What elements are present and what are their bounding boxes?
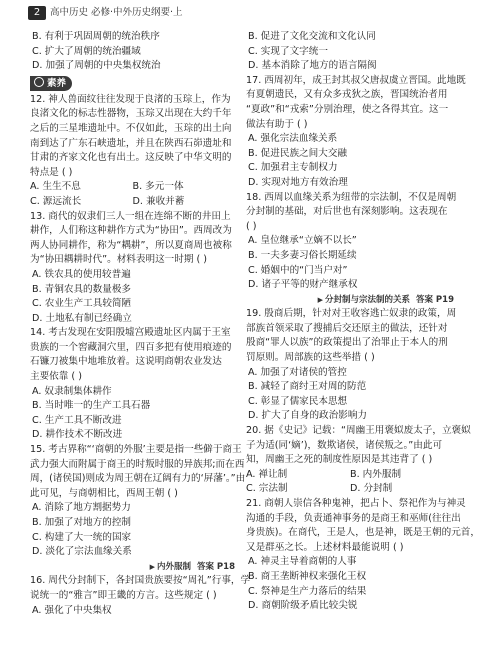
question-text: 此可见，与商朝相比，西周王朝 ( ) <box>30 487 178 499</box>
option-text: C. 彰显了儒家民本思想 <box>248 395 348 407</box>
arrow-icon: ▶ <box>317 295 323 304</box>
option-text: B. 促进了文化交流和文化认同 <box>248 31 376 42</box>
option-text: C. 构建了大一统的国家 <box>32 531 132 543</box>
option-text: A. 强化了中央集权 <box>32 604 112 616</box>
arrow-icon: ▶ <box>149 562 155 571</box>
answer-reference <box>246 293 454 308</box>
question-stem: 19. 殷商后期，针对对王收容逃亡奴隶的政策，周 <box>246 308 457 320</box>
circle-icon <box>34 77 44 87</box>
question-stem: 16. 周代分封制下，各封国贵族要按“周礼”行事，学 <box>30 575 251 587</box>
question-text: 身贵族)。在商代，王是人，也是神，既是王朝的元首， <box>246 527 480 539</box>
option-pair <box>30 195 235 210</box>
question-text: 石镰刀被集中地堆放着。这说明商朝农业发达 <box>30 356 222 368</box>
option-text: C. 宗法制 <box>246 483 288 495</box>
question-stem: 12. 神人兽面纹往往发现于良渚的玉琮上，作为 <box>30 93 231 105</box>
option-text: C. 生产工具不断改进 <box>32 414 122 426</box>
question-stem: 14. 考古发现在安阳殷墟宫殿遗址区内属于王室 <box>30 327 231 339</box>
option-text: C. 婚姻中的“门当户对” <box>248 264 348 276</box>
option-text: A. 消除了地方割据势力 <box>32 502 131 514</box>
question-text: “夏政”和“戎索”分别治理，使之各得其宜。这一 <box>246 103 449 115</box>
question-text: 特点是 ( ) <box>30 166 73 178</box>
question-text: 贵族的一个窖藏洞穴里，四百多把有使用痕迹的 <box>30 341 232 353</box>
option-text: B. 促进民族之间大交融 <box>248 147 348 159</box>
question-text: 做法有助于 ( ) <box>246 118 308 130</box>
option-pair <box>246 468 454 483</box>
option-pair <box>246 482 454 497</box>
option-text: D. 实现对地方有效治理 <box>248 176 348 188</box>
option-text: B. 一夫多妻习俗长期延续 <box>248 249 357 261</box>
left-column <box>30 30 251 618</box>
question-text: 知，周幽王之死的制度性原因是其违背了 ( ) <box>246 454 433 466</box>
question-text: 沟通的手段，负责通神事务的是商王和巫师(往往出 <box>246 512 461 524</box>
question-text: 有夏朝遗民，又有众多戎狄之族，晋国统治者用 <box>246 89 448 101</box>
question-text: ( ) <box>246 220 257 232</box>
option-text: A. 禅让制 <box>246 468 288 480</box>
question-text: 主要依靠 ( ) <box>30 371 82 383</box>
question-text: 良渚文化的标志性器物，玉琮又出现在大约千年 <box>30 108 232 120</box>
topic-label: 内外服制 <box>156 561 191 572</box>
question-stem: 20. 据《史记》记载：“周幽王用褒姒废太子，立褒姒 <box>246 425 471 437</box>
option-text: D. 扩大了自身的政治影响力 <box>248 410 368 422</box>
option-text: D. 淡化了宗法血缘关系 <box>32 546 132 558</box>
answer-page: 答案 P18 <box>196 561 235 572</box>
option-text: A. 奴隶制集体耕作 <box>32 385 112 397</box>
option-text: B. 商王垄断神权来强化王权 <box>248 570 367 582</box>
question-text: 子为适(同‘嫡’)，数欺诸侯，诸侯叛之。”由此可 <box>246 439 443 451</box>
option-text: A. 生生不息 <box>30 181 81 193</box>
option-text: B. 当时唯一的生产工具石器 <box>32 400 151 412</box>
tag-label <box>30 76 72 91</box>
question-stem: 13. 商代的奴隶们三人一组在连绵不断的井田上 <box>30 210 231 222</box>
question-text: 罚原则。周部族的这些举措 ( ) <box>246 352 375 364</box>
option-text: C. 农业生产工具较简陋 <box>32 298 132 310</box>
right-column <box>246 30 480 614</box>
option-text: C. 实现了文字统一 <box>248 45 328 57</box>
option-text: B. 加强了对地方的控制 <box>32 517 132 528</box>
option-text: A. 加强了对诸侯的管控 <box>248 366 347 378</box>
topic-label: 分封制与宗法制的关系 <box>324 294 410 305</box>
question-text: 说统一的“雅言”即王畿的方言。这些规定 ( ) <box>30 589 217 601</box>
option-text: A. 神灵主导着商朝的人事 <box>248 556 357 568</box>
option-text: B. 多元一体 <box>132 181 184 193</box>
option-text: A. 铁农具的使用较普遍 <box>32 268 131 280</box>
question-text: 南到达了广东石峡遗址，并且在陕西石峁遗址和 <box>30 137 232 149</box>
question-text: 周，(诸侯国)则成为周王朝在辽阔有力的‘屏藩’。”由 <box>30 473 246 485</box>
question-stem: 17. 西周初年，成王封其叔父唐叔虞立晋国。此地既 <box>246 74 466 86</box>
question-text: 分封制的基础，对后世也有深刻影响。这表现在 <box>246 206 448 218</box>
question-text: 部族首领采取了搜捕后交还原主的做法，还针对 <box>246 322 448 334</box>
option-text: C. 加强君主专制权力 <box>248 162 338 174</box>
answer-reference <box>30 560 235 575</box>
option-text: A. 强化宗法血缘关系 <box>248 133 338 145</box>
option-text: D. 商朝阶级矛盾比较尖锐 <box>248 600 358 612</box>
question-stem: 18. 西周以血缘关系为纽带的宗法制，不仅是周朝 <box>246 191 457 203</box>
option-text: D. 加强了周朝的中央集权统治 <box>32 60 161 72</box>
question-stem: 15. 考古界称“‘商朝的外服’主要是指一些僻于商王 <box>30 444 242 456</box>
option-text: B. 内外服制 <box>350 468 402 480</box>
option-text: D. 诸子平等的财产继承权 <box>248 279 358 291</box>
option-pair <box>30 180 235 195</box>
question-text: 又是群巫之长。上述材料最能说明 ( ) <box>246 541 404 553</box>
option-text: C. 源远流长 <box>30 195 82 207</box>
question-text: 耕作，人们称这种耕作方式为“协田”。西周改为 <box>30 225 232 237</box>
page-header <box>0 0 480 26</box>
question-text: 两人协同耕作，称为“耦耕”，所以夏商周也被称 <box>30 239 232 251</box>
option-text: D. 基本消除了地方的语言隔阂 <box>248 60 377 72</box>
option-text: D. 兼收并蓄 <box>132 195 185 207</box>
option-text: D. 耕作技术不断改进 <box>32 429 123 441</box>
question-text: 之后的三星堆遗址中。不仅如此，玉琮的出土向 <box>30 122 232 134</box>
question-text: 武力强大而附属于商王的时叛时服的异族邦;而在西 <box>30 458 245 470</box>
running-title: 高中历史 必修·中外历史纲要·上 <box>50 7 183 18</box>
page-number: 2 <box>28 6 46 20</box>
option-text: D. 土地私有制已经确立 <box>32 312 132 324</box>
tag-text: 素养 <box>47 77 67 89</box>
option-text: A. 皇位继承“立嫡不以长” <box>248 235 357 247</box>
answer-page: 答案 P19 <box>415 294 454 305</box>
question-text: 殷商“罪人以族”的政策提出了治罪止于本人的刑 <box>246 337 448 349</box>
option-text: C. 扩大了周朝的统治疆域 <box>32 45 141 57</box>
option-text: B. 减轻了商纣王对周的防范 <box>248 381 367 393</box>
option-text: D. 分封制 <box>350 483 393 495</box>
question-text: 甘肃的齐家文化也有出土。这反映了中华文明的 <box>30 152 232 164</box>
option-text: C. 祭神是生产力落后的结果 <box>248 585 367 597</box>
section-tag <box>30 74 235 93</box>
question-stem: 21. 商朝人崇信各种鬼神，把占卜、祭祀作为与神灵 <box>246 498 466 509</box>
option-text: B. 有利于巩固周朝的统治秩序 <box>32 31 160 42</box>
question-text: 为“协田耦耕时代”。材料表明这一时期 ( ) <box>30 254 208 266</box>
option-text: B. 青铜农具的数量极多 <box>32 283 132 295</box>
